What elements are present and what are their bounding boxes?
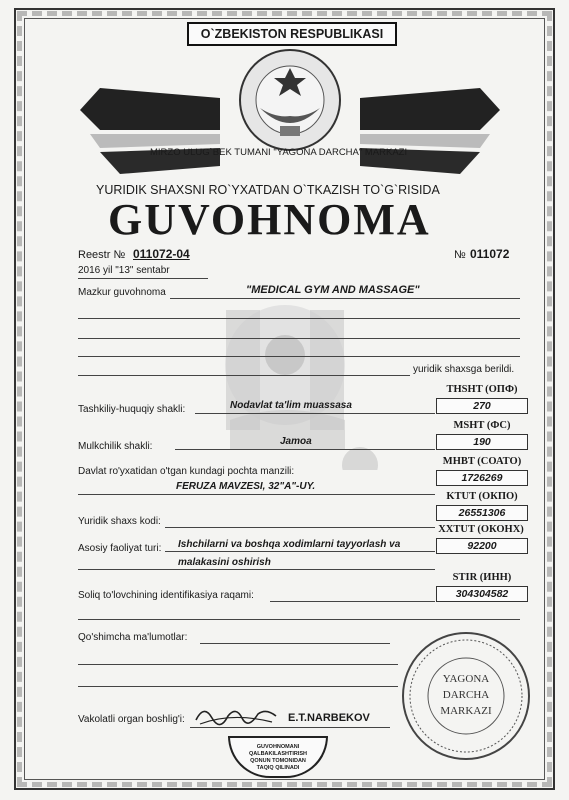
code-label-soato: MHBT (СОАТО) bbox=[442, 456, 522, 467]
code-label-okonx: XXTUT (ОКОНХ) bbox=[438, 524, 524, 535]
document-title: GUVOHNOMA bbox=[108, 195, 431, 244]
ribbon-right-dark bbox=[360, 88, 500, 130]
center-name: MIRZO ULUG`BEK TUMANI "YAGONA DARCHA" MARKAZI bbox=[150, 147, 408, 158]
ribbon-left-light bbox=[90, 134, 220, 148]
reestr-label: Reestr № bbox=[78, 249, 126, 261]
code-label-okpo: KTUT (ОКПО) bbox=[446, 491, 518, 502]
code-label-fs: MSHT (ФС) bbox=[453, 420, 511, 431]
number-label: № bbox=[454, 249, 466, 261]
code-value-fs: 190 bbox=[436, 434, 528, 450]
code-value-inn: 304304582 bbox=[436, 586, 528, 602]
code-value-opf: 270 bbox=[436, 398, 528, 414]
tin-label: Soliq to'lovchining identifikasiya raqami: bbox=[78, 590, 254, 601]
stamp-line-1: GUVOHNOMANI bbox=[256, 744, 300, 750]
subtitle: YURIDIK SHAXSNI RO`YXATDAN O`TKAZISH TO`G`RISIDA bbox=[96, 183, 440, 197]
anti-forgery-stamp bbox=[228, 736, 328, 778]
activity-line-1: Ishchilarni va boshqa xodimlarni tayyorlash va bbox=[178, 539, 401, 550]
certificate-number: 011072 bbox=[470, 247, 510, 261]
official-name: E.T.NARBEKOV bbox=[288, 712, 370, 724]
svg-text:YAGONA: YAGONA bbox=[442, 673, 490, 685]
signature bbox=[192, 700, 282, 730]
extra-info-label: Qo'shimcha ma'lumotlar: bbox=[78, 632, 188, 643]
legal-form-label: Tashkiliy-huquqiy shakli: bbox=[78, 404, 186, 415]
entity-code-label: Yuridik shaxs kodi: bbox=[78, 516, 161, 527]
reestr-number: 011072-04 bbox=[133, 247, 190, 261]
code-value-okonx: 92200 bbox=[436, 538, 528, 554]
stamp-line-2: QALBAKILASHTIRISH bbox=[248, 751, 308, 757]
ownership-label: Mulkchilik shakli: bbox=[78, 441, 153, 452]
svg-text:MARKAZI: MARKAZI bbox=[440, 705, 492, 717]
emblem-ribbon bbox=[80, 48, 500, 178]
activity-label: Asosiy faoliyat turi: bbox=[78, 543, 162, 554]
company-name: "MEDICAL GYM AND MASSAGE" bbox=[246, 284, 420, 296]
address-label: Davlat ro'yxatidan o'tgan kundagi pochta manzili: bbox=[78, 466, 295, 477]
legal-form-value: Nodavlat ta'lim muassasa bbox=[230, 400, 352, 411]
ownership-value: Jamoa bbox=[280, 436, 312, 447]
official-seal bbox=[400, 630, 532, 762]
republic-header: O`ZBEKISTON RESPUBLIKASI bbox=[187, 22, 397, 46]
activity-line-2: malakasini oshirish bbox=[178, 557, 271, 568]
ribbon-right-light bbox=[360, 134, 490, 148]
code-value-okpo: 26551306 bbox=[436, 505, 528, 521]
issue-date: 2016 yil "13" sentabr bbox=[78, 265, 170, 276]
code-label-opf: THSHT (ОПФ) bbox=[446, 384, 518, 395]
code-value-soato: 1726269 bbox=[436, 470, 528, 486]
address-value: FERUZA MAVZESI, 32"A"-UY. bbox=[176, 481, 316, 492]
svg-text:DARCHA: DARCHA bbox=[442, 689, 490, 701]
ribbon-left-dark bbox=[80, 88, 220, 130]
code-label-inn: STIR (ИНН) bbox=[452, 572, 512, 583]
guvohnoma-label: Mazkur guvohnoma bbox=[78, 287, 166, 298]
given-to-text: yuridik shaxsga berildi. bbox=[413, 364, 515, 375]
stamp-line-4: TAQIQ QILINADI bbox=[256, 765, 300, 771]
stamp-line-3: QONUN TOMONIDAN bbox=[250, 758, 306, 764]
official-label: Vakolatli organ boshlig'i: bbox=[78, 714, 185, 725]
